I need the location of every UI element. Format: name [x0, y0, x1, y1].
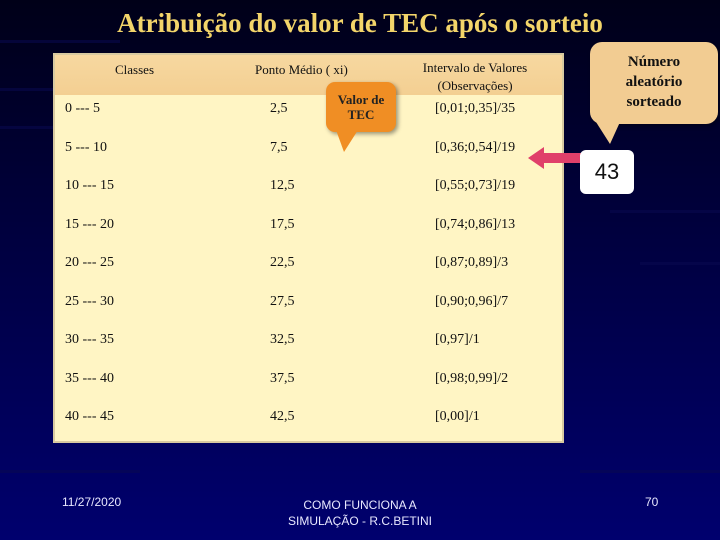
footer-page-number: 70	[645, 495, 659, 509]
cell-class: 30 --- 35	[65, 332, 114, 347]
footer-date: 11/27/2020	[62, 495, 122, 509]
tec-callout	[326, 82, 396, 132]
cell-midpoint: 12,5	[270, 178, 295, 193]
cell-interval: [0,97]/1	[435, 332, 480, 347]
cell-midpoint: 27,5	[270, 293, 295, 309]
random-number-callout	[590, 42, 718, 124]
cell-midpoint: 22,5	[270, 255, 295, 270]
cell-midpoint: 37,5	[270, 370, 295, 386]
cell-midpoint: 2,5	[270, 101, 288, 116]
cell-class: 10 --- 15	[65, 178, 114, 193]
footer-center-text: COMO FUNCIONA A SIMULAÇÃO - R.C.BETINI	[287, 498, 433, 528]
cell-midpoint: 42,5	[270, 409, 295, 424]
callout-tail	[596, 122, 620, 144]
cell-interval: [0,87;0,89]/3	[435, 255, 509, 270]
cell-interval: [0,36;0,54]/19	[435, 139, 516, 155]
cell-interval: [0,74;0,86]/13	[435, 216, 516, 232]
random-number-value: 43	[580, 150, 634, 194]
cell-class: 25 --- 30	[65, 293, 114, 309]
cell-interval: [0,00]/1	[435, 409, 480, 424]
cell-interval: [0,90;0,96]/7	[435, 293, 509, 309]
header-classes: Classes	[115, 62, 154, 77]
cell-interval: [0,55;0,73]/19	[435, 178, 516, 193]
cell-midpoint: 17,5	[270, 216, 295, 232]
header-midpoint: Ponto Médio ( xi)	[255, 62, 348, 77]
cell-class: 20 --- 25	[65, 255, 114, 270]
cell-class: 0 --- 5	[65, 101, 100, 116]
table-header	[55, 55, 562, 95]
random-number-callout-label: Número aleatório sorteado	[625, 54, 683, 110]
callout-tail	[336, 130, 358, 152]
header-intervals: Intervalo de Valores (Observações)	[422, 60, 528, 93]
cell-class: 5 --- 10	[65, 139, 107, 155]
cell-midpoint: 7,5	[270, 139, 288, 155]
tec-callout-label: Valor de TEC	[337, 92, 385, 122]
slide-title: Atribuição do valor de TEC após o sorteio	[117, 8, 603, 38]
cell-interval: [0,01;0,35]/35	[435, 101, 516, 116]
cell-class: 15 --- 20	[65, 216, 114, 232]
cell-class: 35 --- 40	[65, 370, 114, 386]
cell-midpoint: 32,5	[270, 332, 295, 347]
cell-class: 40 --- 45	[65, 409, 114, 424]
cell-interval: [0,98;0,99]/2	[435, 370, 509, 386]
intervals-table	[53, 53, 564, 443]
